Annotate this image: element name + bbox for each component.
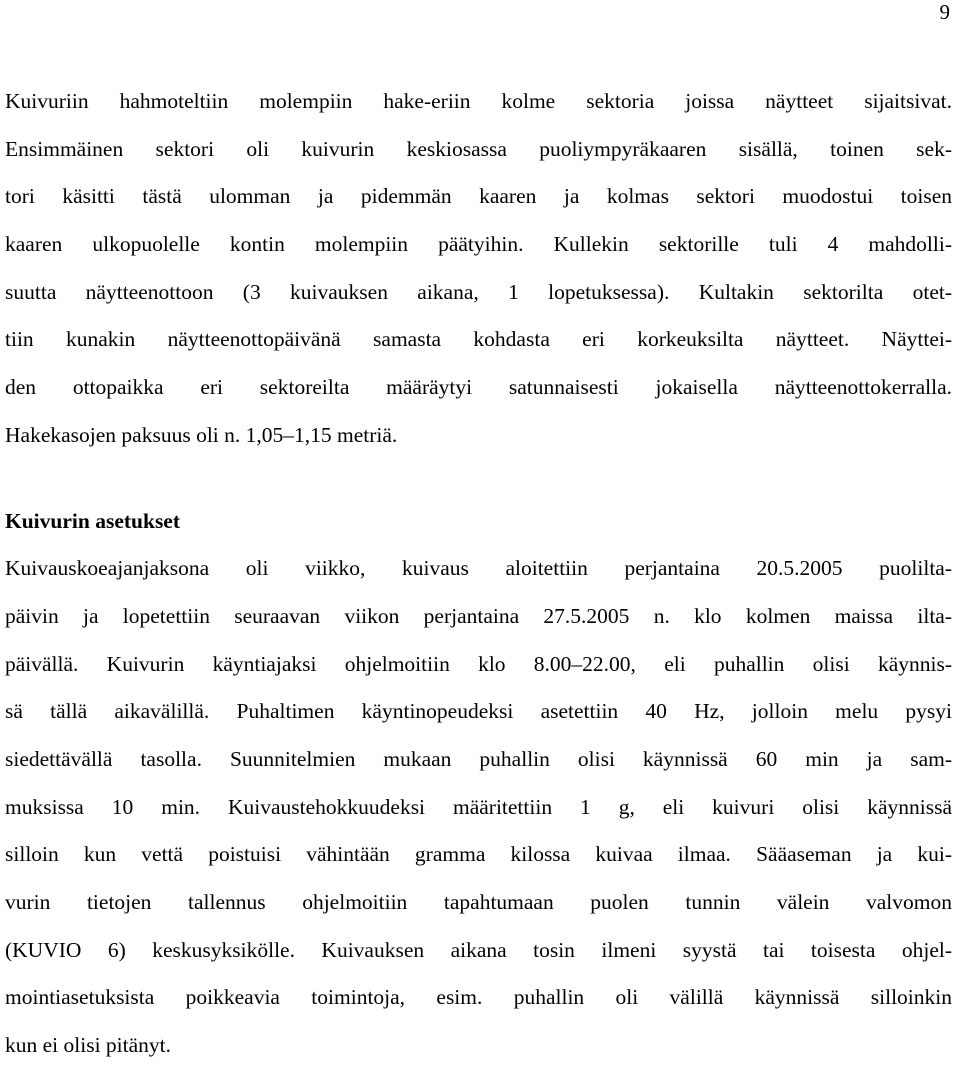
paragraph-spacer	[5, 460, 952, 498]
body-text	[5, 78, 952, 1070]
section-heading: Kuivurin asetukset	[5, 508, 181, 533]
text-line: päivällä. Kuivurin käyntiajaksi ohjelmoitiin klo 8.00–22.00, eli puhallin olisi käynnis-	[5, 651, 952, 676]
text-line: Ensimmäinen sektori oli kuivurin keskiosassa puoliympyräkaaren sisällä, toinen sek-	[5, 136, 952, 161]
text-line: Kuivauskoeajanjaksona oli viikko, kuivaus aloitettiin perjantaina 20.5.2005 puolilta-	[5, 556, 952, 581]
text-line: silloin kun vettä poistuisi vähintään gramma kilossa kuivaa ilmaa. Sääaseman ja kui-	[5, 842, 952, 867]
text-line: Kuivuriin hahmoteltiin molempiin hake-eriin kolme sektoria joissa näytteet sijaitsivat.	[5, 89, 952, 113]
text-line: kun ei olisi pitänyt.	[5, 1033, 172, 1058]
text-line: siedettävällä tasolla. Suunnitelmien mukaan puhallin olisi käynnissä 60 min ja sam-	[5, 746, 952, 771]
text-line: suutta näytteenottoon (3 kuivauksen aikana, 1 lopetuksessa). Kultakin sektorilta otet-	[5, 279, 952, 304]
text-line: Hakekasojen paksuus oli n. 1,05–1,15 metriä.	[5, 422, 398, 447]
paragraph-sampling-sectors	[5, 78, 952, 460]
paragraph-dryer-settings	[5, 545, 952, 1070]
text-line: den ottopaikka eri sektoreilta määräytyi satunnaisesti jokaisella näytteenottokerralla.	[5, 375, 952, 400]
text-line: muksissa 10 min. Kuivaustehokkuudeksi määritettiin 1 g, eli kuivuri olisi käynnissä	[5, 794, 952, 819]
text-line: kaaren ulkopuolelle kontin molempiin päätyihin. Kullekin sektorille tuli 4 mahdolli-	[5, 232, 952, 257]
text-line: mointiasetuksista poikkeavia toimintoja, esim. puhallin oli välillä käynnissä silloinkin	[5, 985, 952, 1010]
text-line: sä tällä aikavälillä. Puhaltimen käyntinopeudeksi asetettiin 40 Hz, jolloin melu pysyi	[5, 699, 952, 724]
text-line: tiin kunakin näytteenottopäivänä samasta kohdasta eri korkeuksilta näytteet. Näyttei-	[5, 327, 952, 352]
text-line: päivin ja lopetettiin seuraavan viikon perjantaina 27.5.2005 n. klo kolmen maissa ilta-	[5, 603, 952, 628]
page-number: 9	[939, 0, 950, 24]
text-line: vurin tietojen tallennus ohjelmoitiin tapahtumaan puolen tunnin välein valvomon	[5, 890, 952, 914]
text-line: (KUVIO 6) keskusyksikölle. Kuivauksen aikana tosin ilmeni syystä tai toisesta ohjel-	[5, 937, 952, 962]
text-line: tori käsitti tästä ulomman ja pidemmän kaaren ja kolmas sektori muodostui toisen	[5, 184, 952, 209]
